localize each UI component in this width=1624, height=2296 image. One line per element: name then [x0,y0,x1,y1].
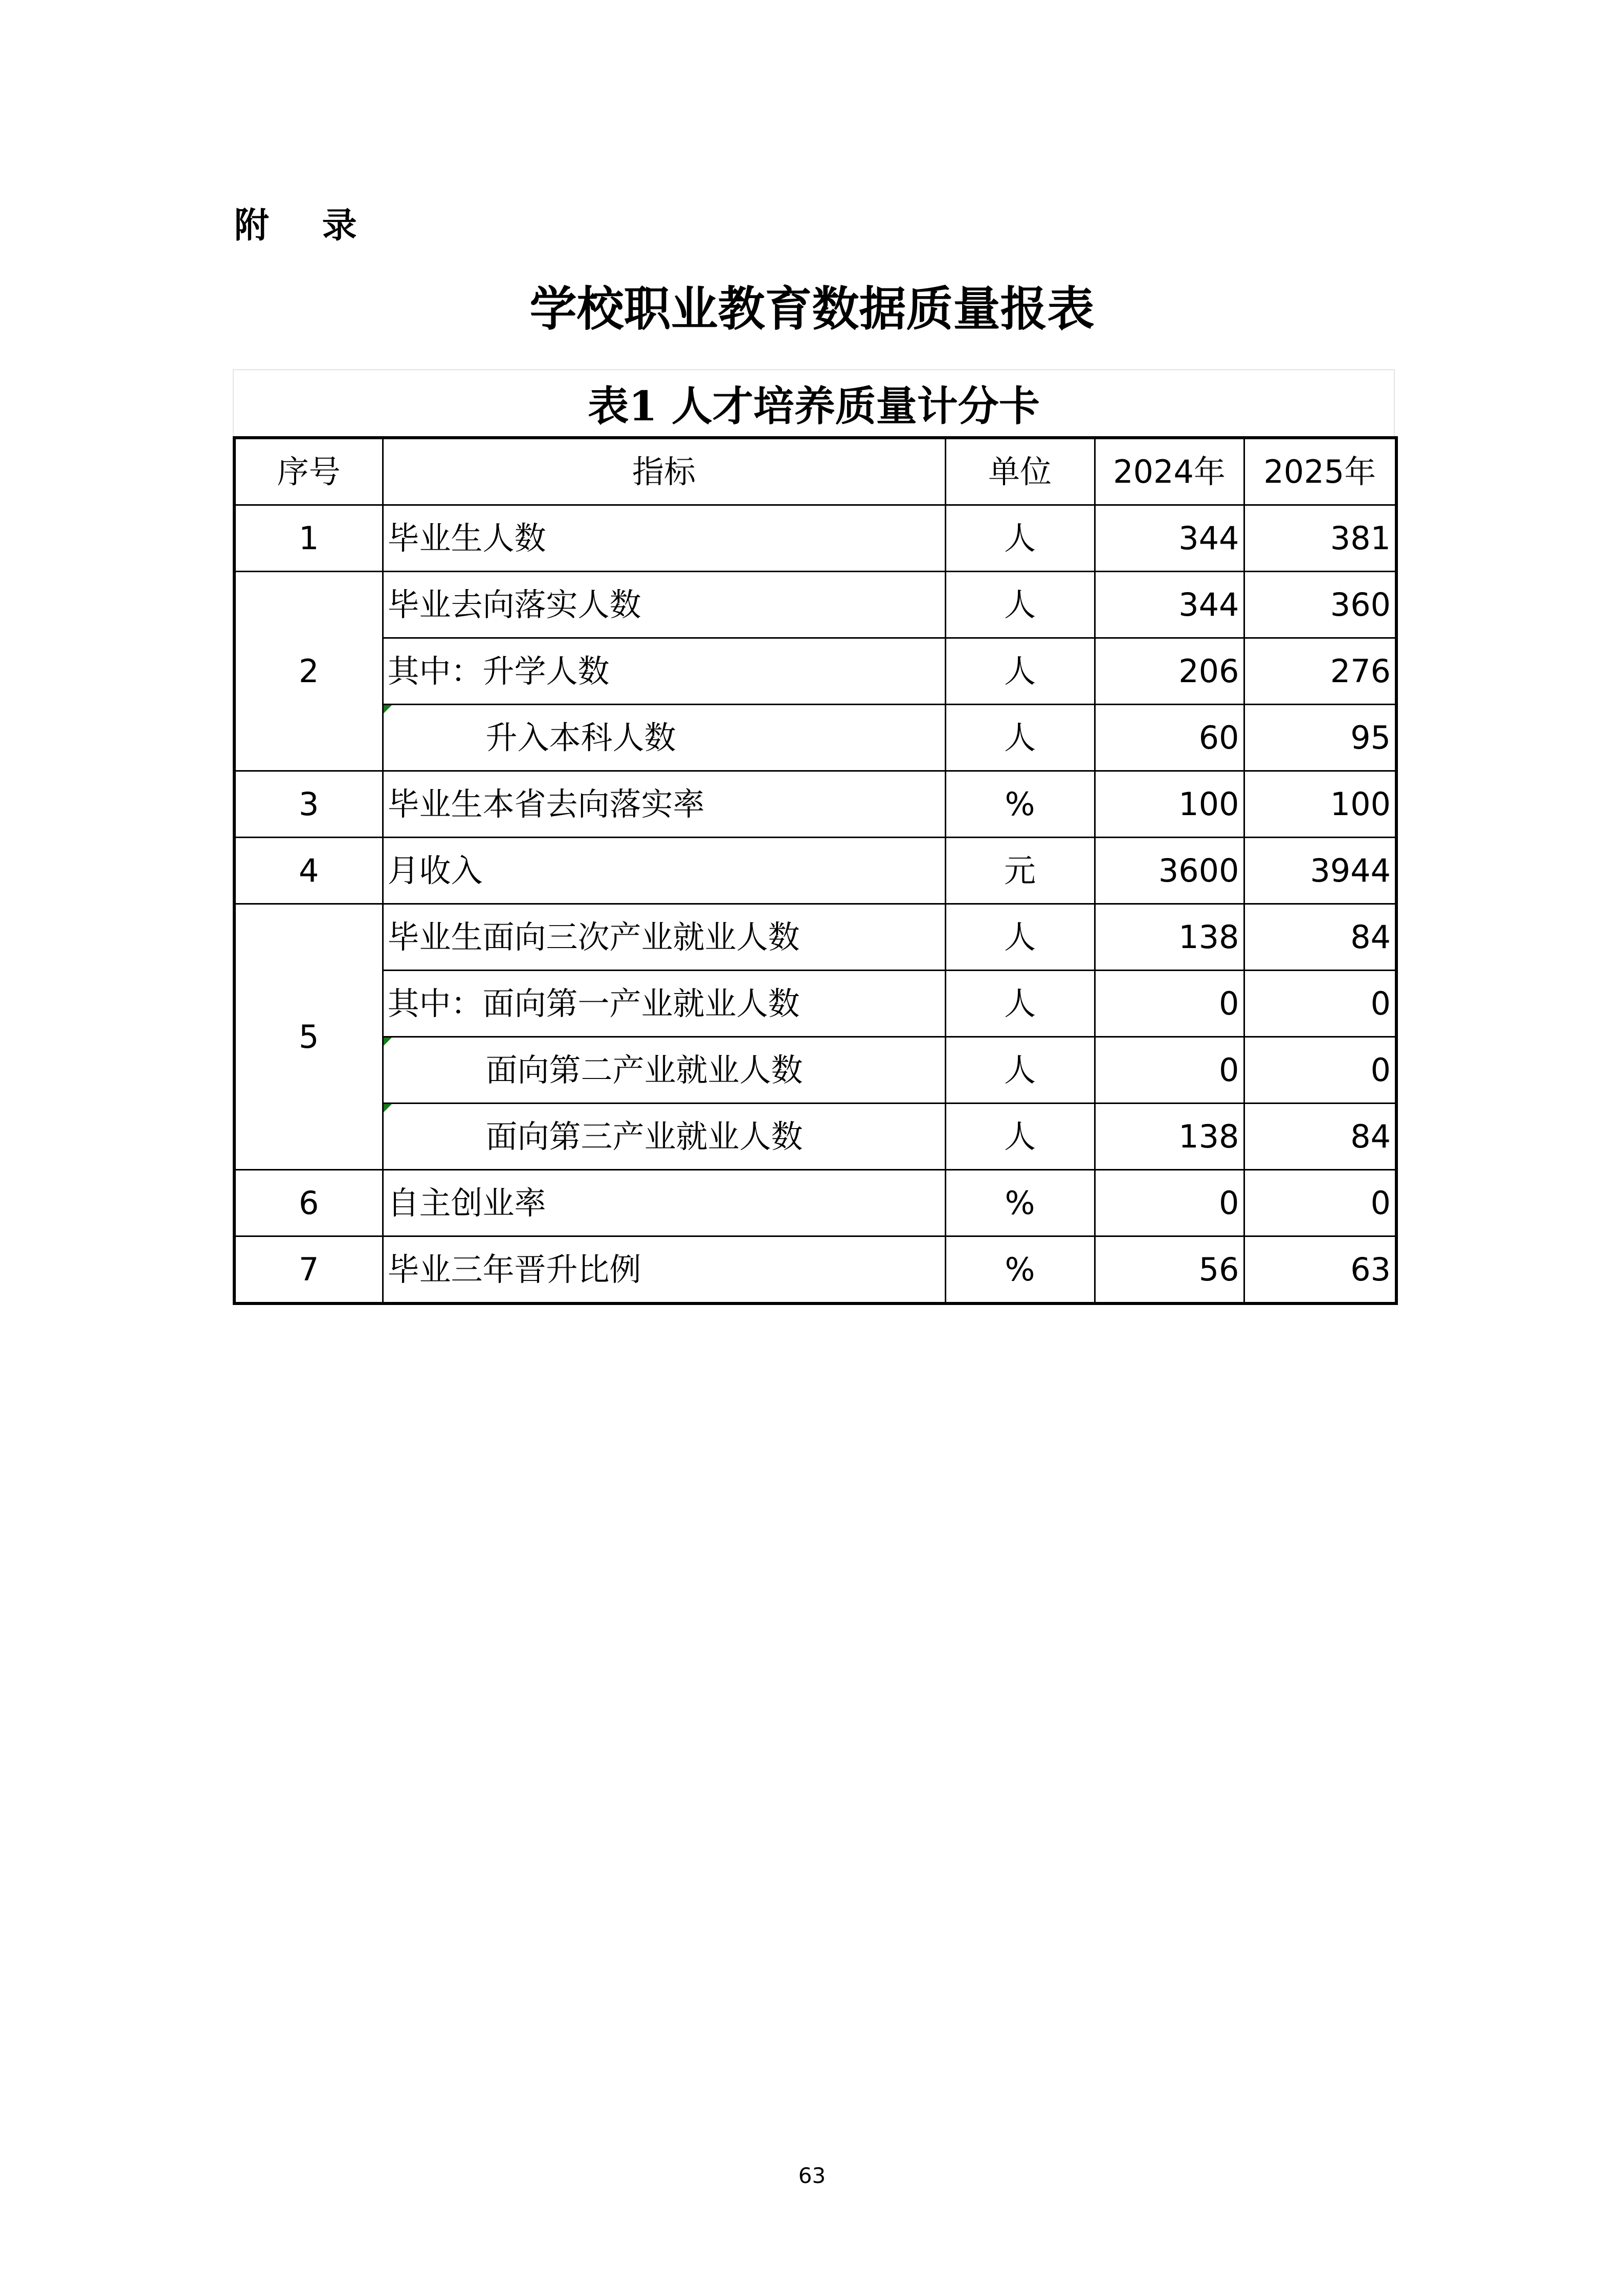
table-row [234,705,1396,771]
row-unit: % [945,771,1095,838]
row-indicator-text: 升入本科人数 [485,719,676,756]
row-indicator: 毕业去向落实人数 [383,572,945,638]
row-seq: 1 [234,505,383,572]
row-value-2024: 0 [1095,971,1244,1037]
row-value-2025: 0 [1244,1037,1396,1104]
row-indicator-sub [383,705,945,771]
row-indicator-sub [383,1104,945,1170]
row-value-2024: 0 [1095,1170,1244,1236]
row-unit: 人 [945,904,1095,971]
row-seq: 3 [234,771,383,838]
table-header-row [234,438,1396,505]
row-seq: 2 [234,572,383,771]
header-2025: 2025年 [1244,438,1396,505]
page-number: 63 [798,2163,826,2188]
table-row [234,1037,1396,1104]
row-value-2024: 206 [1095,638,1244,705]
row-value-2025: 276 [1244,638,1396,705]
row-unit: 人 [945,1037,1095,1104]
row-indicator: 毕业三年晋升比例 [383,1236,945,1304]
table-row [234,771,1396,838]
row-indicator: 其中：面向第一产业就业人数 [383,971,945,1037]
row-unit: 人 [945,1104,1095,1170]
row-value-2024: 100 [1095,771,1244,838]
row-unit: 元 [945,838,1095,904]
row-value-2025: 84 [1244,904,1396,971]
row-value-2024: 344 [1095,505,1244,572]
row-value-2024: 344 [1095,572,1244,638]
row-value-2025: 3944 [1244,838,1396,904]
row-value-2025: 100 [1244,771,1396,838]
table-row [234,1170,1396,1236]
row-unit: 人 [945,505,1095,572]
row-seq: 4 [234,838,383,904]
row-value-2024: 138 [1095,1104,1244,1170]
cell-marker-icon [384,1104,392,1112]
row-value-2024: 56 [1095,1236,1244,1304]
row-indicator: 毕业生本省去向落实率 [383,771,945,838]
row-indicator-text: 面向第三产业就业人数 [485,1118,803,1155]
cell-marker-icon [384,705,392,713]
row-unit: % [945,1170,1095,1236]
row-seq: 6 [234,1170,383,1236]
row-value-2025: 95 [1244,705,1396,771]
row-seq: 5 [234,904,383,1170]
row-value-2024: 60 [1095,705,1244,771]
row-value-2025: 63 [1244,1236,1396,1304]
row-unit: 人 [945,638,1095,705]
row-value-2025: 0 [1244,971,1396,1037]
header-seq: 序号 [234,438,383,505]
row-indicator: 毕业生面向三次产业就业人数 [383,904,945,971]
row-value-2025: 84 [1244,1104,1396,1170]
row-value-2024: 138 [1095,904,1244,971]
row-indicator: 自主创业率 [383,1170,945,1236]
row-indicator: 其中：升学人数 [383,638,945,705]
row-seq: 7 [234,1236,383,1304]
row-unit: 人 [945,572,1095,638]
header-indicator: 指标 [383,438,945,505]
row-value-2025: 0 [1244,1170,1396,1236]
row-indicator: 月收入 [383,838,945,904]
row-indicator-sub [383,1037,945,1104]
table-row [234,1104,1396,1170]
row-value-2024: 0 [1095,1037,1244,1104]
table-row [234,838,1396,904]
row-value-2025: 360 [1244,572,1396,638]
row-value-2024: 3600 [1095,838,1244,904]
row-unit: 人 [945,705,1095,771]
table-row [234,505,1396,572]
row-value-2025: 381 [1244,505,1396,572]
row-indicator: 毕业生人数 [383,505,945,572]
cell-marker-icon [384,1038,392,1046]
appendix-label: 附 录 [234,206,377,246]
table-row [234,1236,1396,1304]
talent-quality-scorecard-table [233,436,1398,1305]
document-title: 学校职业教育数据质量报表 [529,282,1095,336]
table-caption: 表1 人才培养质量计分卡 [588,382,1040,430]
row-unit: 人 [945,971,1095,1037]
row-indicator-text: 面向第二产业就业人数 [485,1051,803,1089]
row-unit: % [945,1236,1095,1304]
header-unit: 单位 [945,438,1095,505]
table-row [234,904,1396,971]
header-2024: 2024年 [1095,438,1244,505]
table-row [234,638,1396,705]
table-row [234,971,1396,1037]
table-row [234,572,1396,638]
